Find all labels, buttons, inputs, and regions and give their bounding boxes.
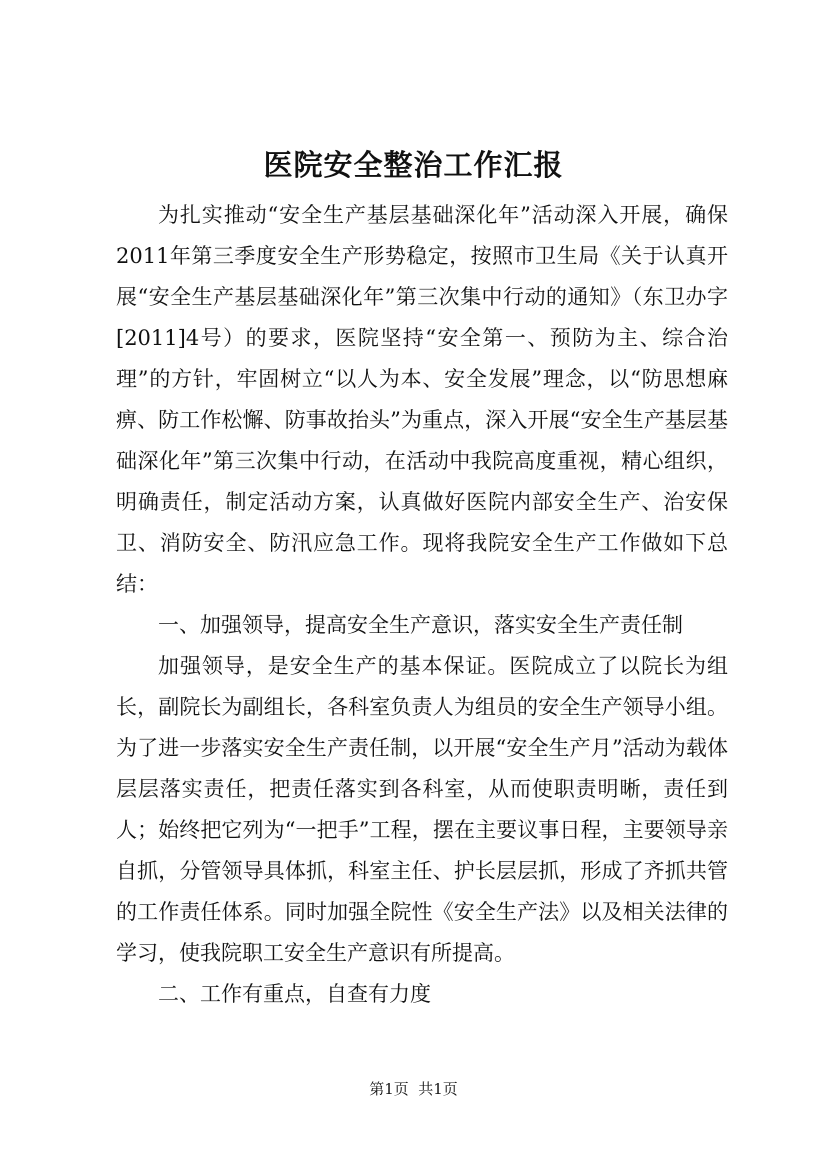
document-body: [116, 195, 728, 1015]
section-heading-1: 一、加强领导，提高安全生产意识，落实安全生产责任制: [158, 613, 683, 637]
page-title: 医院安全整治工作汇报: [263, 148, 564, 182]
paragraph-intro: 为扎实推动“安全生产基层基础深化年”活动深入开展，确保2011年第三季度安全生产形势稳定，按照市卫生局《关于认真开展“安全生产基层基础深化年”第三次集中行动的通知》（东卫办字[2011]4号）的要求，医院坚持“安全第一、预防为主、综合治理”的方针，牢固树立“以人为本、安全发展”理念，以“防思想麻痹、防工作松懈、防事故抬头”为重点，深入开展“安全生产基层基础深化年”第三次集中行动，在活动中我院高度重视，精心组织，明确责任，制定活动方案，认真做好医院内部安全生产、治安保卫、消防安全、防汛应急工作。现将我院安全生产工作做如下总结：: [116, 203, 728, 596]
page-footer: [0, 1079, 827, 1099]
paragraph-section-1: 加强领导，是安全生产的基本保证。医院成立了以院长为组长，副院长为副组长，各科室负责人为组员的安全生产领导小组。为了进一步落实安全生产责任制，以开展“安全生产月”活动为载体层层落实责任，把责任落实到各科室，从而使职责明晰，责任到人；始终把它列为“一把手”工程，摆在主要议事日程，主要领导亲自抓，分管领导具体抓，科室主任、护长层层抓，形成了齐抓共管的工作责任体系。同时加强全院性《安全生产法》以及相关法律的学习，使我院职工安全生产意识有所提高。: [116, 654, 728, 965]
page-number: 第1页 共1页: [369, 1080, 458, 1098]
section-heading-2: 二、工作有重点，自查有力度: [158, 982, 431, 1006]
